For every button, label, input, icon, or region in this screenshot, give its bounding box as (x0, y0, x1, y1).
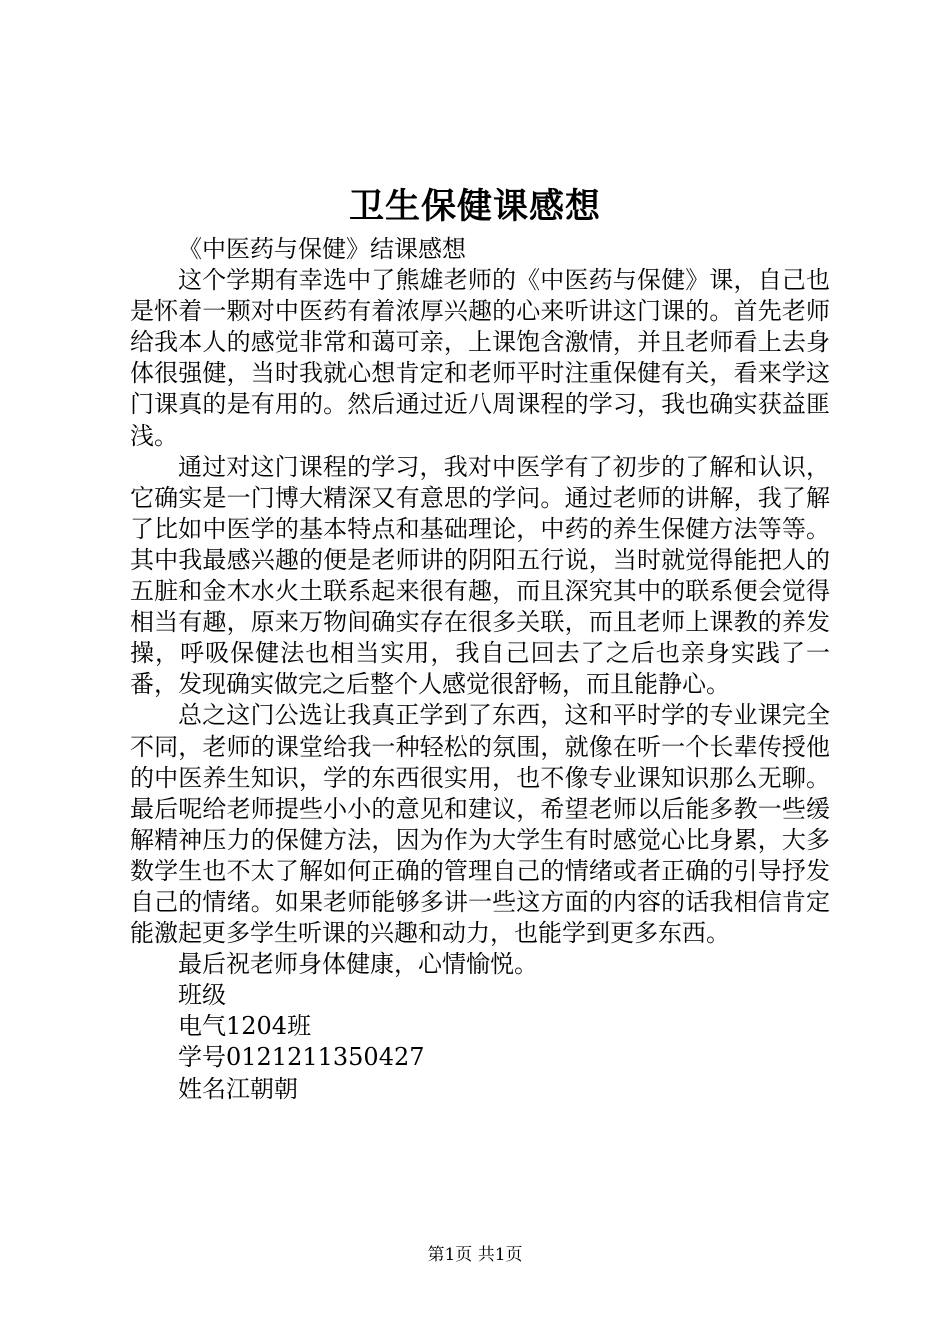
page-footer: 第1页 共1页 (427, 1245, 523, 1265)
student-id: 学号0121211350427 (178, 1043, 425, 1072)
document-body (130, 234, 830, 1105)
document-subtitle: 《中医药与保健》结课感想 (178, 235, 466, 263)
document-title: 卫生保健课感想 (348, 186, 601, 227)
class-value: 电气1204班 (178, 1012, 312, 1041)
class-label: 班级 (178, 981, 226, 1010)
closing-line: 最后祝老师身体健康，心情愉悦。 (178, 950, 538, 979)
paragraph-1: 这个学期有幸选中了熊雄老师的《中医药与保健》课，自己也是怀着一颗对中医药有着浓厚兴趣的心来听讲这门课的。首先老师给我本人的感觉非常和蔼可亲，上课饱含激情，并且老师看上去身体很强健，当时我就心想肯定和老师平时注重保健有关，看来学这门课真的是有用的。然后通过近八周课程的学习，我也确实获益匪浅。 (130, 266, 830, 450)
student-name: 姓名江朝朝 (178, 1074, 298, 1103)
paragraph-2: 通过对这门课程的学习，我对中医学有了初步的了解和认识，它确实是一门博大精深又有意思的学问。通过老师的讲解，我了解了比如中医学的基本特点和基础理论，中药的养生保健方法等等。其中我最感兴趣的便是老师讲的阴阳五行说，当时就觉得能把人的五脏和金木水火土联系起来很有趣，而且深究其中的联系便会觉得相当有趣，原来万物间确实存在很多关联，而且老师上课教的养发操，呼吸保健法也相当实用，我自己回去了之后也亲身实践了一番，发现确实做完之后整个人感觉很舒畅，而且能静心。 (130, 452, 830, 699)
paragraph-3: 总之这门公选让我真正学到了东西，这和平时学的专业课完全不同，老师的课堂给我一种轻松的氛围，就像在听一个长辈传授他的中医养生知识，学的东西很实用，也不像专业课知识那么无聊。最后呢给老师提些小小的意见和建议，希望老师以后能多教一些缓解精神压力的保健方法，因为作为大学生有时感觉心比身累，大多数学生也不太了解如何正确的管理自己的情绪或者正确的引导抒发自己的情绪。如果老师能够多讲一些这方面的内容的话我相信肯定能激起更多学生听课的兴趣和动力，也能学到更多东西。 (130, 701, 830, 948)
